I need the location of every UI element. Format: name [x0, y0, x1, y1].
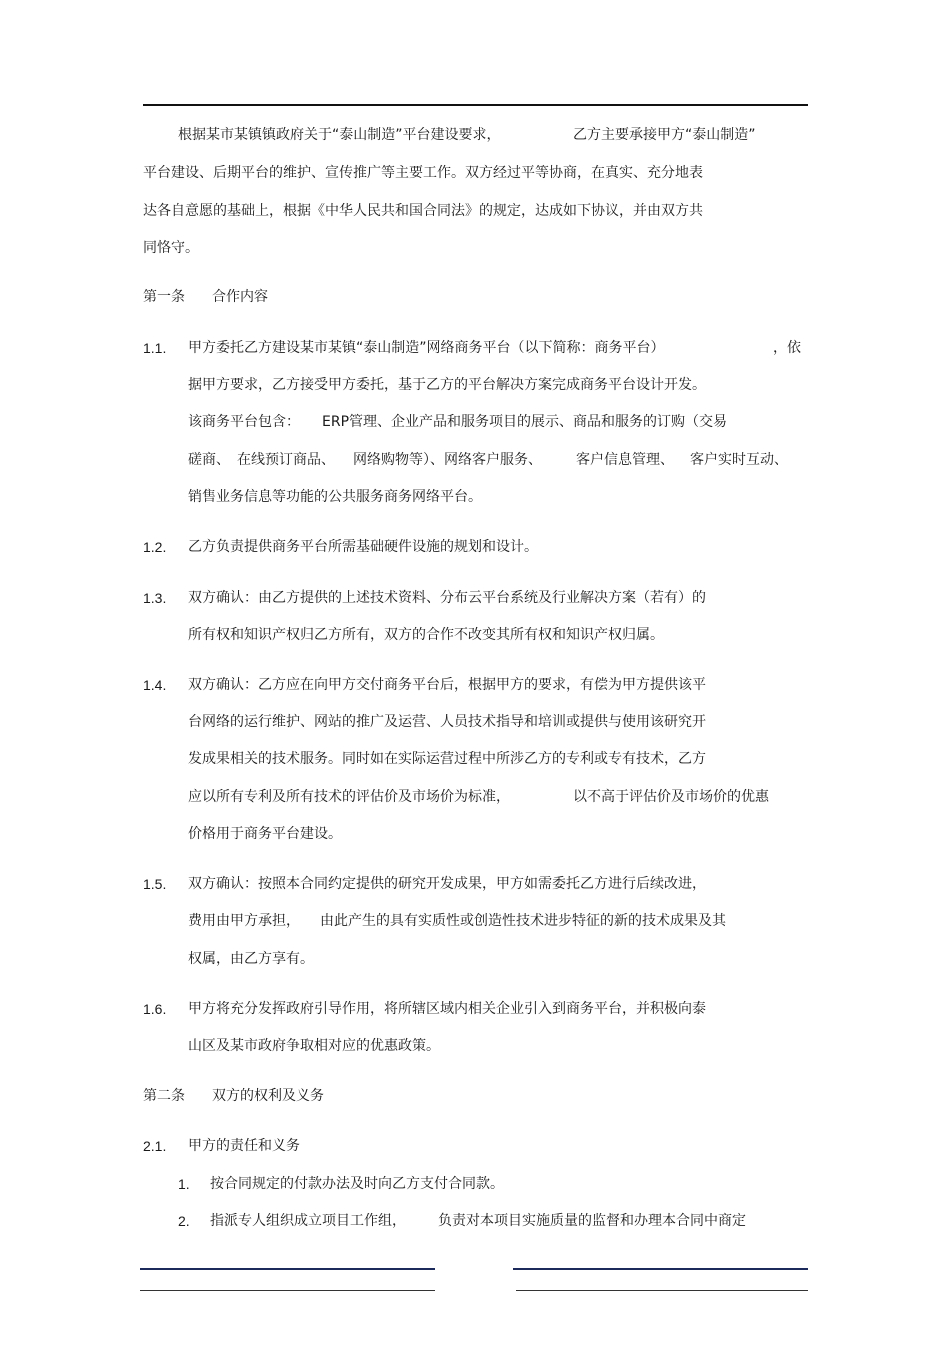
- clause-1-3-number: 1.3.: [143, 590, 167, 606]
- clause-1-6-number: 1.6.: [143, 1001, 167, 1017]
- clause-1-4-line-4a: 应以所有专利及所有技术的评估价及市场价为标准，: [188, 789, 510, 805]
- clause-1-1-line-1a: 甲方委托乙方建设某市某镇“泰山制造”网络商务平台（以下简称：商务平台）: [188, 340, 665, 356]
- clause-1-4-line-2: 台网络的运行维护、网站的推广及运营、人员技术指导和培训或提供与使用该研究开: [188, 714, 706, 730]
- clause-1-6-line-1: 甲方将充分发挥政府引导作用，将所辖区域内相关企业引入到商务平台，并积极向泰: [188, 1001, 706, 1017]
- clause-1-1-number: 1.1.: [143, 340, 167, 356]
- clause-1-1-line-4c: 网络购物等）、网络客户服务、: [353, 452, 542, 468]
- clause-1-1-line-5: 销售业务信息等功能的公共服务商务网络平台。: [188, 489, 482, 505]
- clause-1-1-line-3b: ERP管理、企业产品和服务项目的展示、商品和服务的订购（交易: [322, 414, 728, 430]
- clause-1-5-line-3: 权属，由乙方享有。: [188, 951, 314, 967]
- list-item-number: 1.: [178, 1176, 190, 1192]
- clause-1-4-line-1: 双方确认：乙方应在向甲方交付商务平台后，根据甲方的要求，有偿为甲方提供该平: [188, 677, 706, 693]
- clause-1-6-line-2: 山区及某市政府争取相对应的优惠政策。: [188, 1038, 440, 1054]
- footer-rule-left-thin: [140, 1290, 435, 1291]
- clause-1-5-line-1: 双方确认：按照本合同约定提供的研究开发成果，甲方如需委托乙方进行后续改进，: [188, 876, 706, 892]
- footer-rule-left-thick: [140, 1268, 435, 1270]
- clause-1-1-line-2: 据甲方要求，乙方接受甲方委托，基于乙方的平台解决方案完成商务平台设计开发。: [188, 377, 706, 393]
- clause-1-2-number: 1.2.: [143, 539, 167, 555]
- clause-1-1-line-1b: ，依: [773, 340, 801, 356]
- clause-1-1-line-3a: 该商务平台包含：: [188, 414, 300, 430]
- article-1-title: 合作内容: [212, 289, 268, 305]
- clause-1-5-line-2a: 费用由甲方承担，: [188, 913, 300, 929]
- clause-1-4-line-3: 发成果相关的技术服务。同时如在实际运营过程中所涉乙方的专利或专有技术，乙方: [188, 751, 706, 767]
- article-2-label: 第二条: [143, 1088, 185, 1104]
- clause-2-1-number: 2.1.: [143, 1138, 167, 1154]
- clause-1-4-line-4b: 以不高于评估价及市场价的优惠: [573, 789, 769, 805]
- intro-line-4: 同恪守。: [143, 240, 199, 256]
- footer-rule-right-thin: [516, 1290, 808, 1291]
- article-1-label: 第一条: [143, 289, 185, 305]
- list-item-text: 按合同规定的付款办法及时向乙方支付合同款。: [210, 1176, 504, 1192]
- intro-line-2: 平台建设、后期平台的维护、宣传推广等主要工作。双方经过平等协商，在真实、充分地表: [143, 165, 703, 181]
- clause-1-1-line-4e: 客户实时互动、: [690, 452, 788, 468]
- intro-line-1a: 根据某市某镇镇政府关于“泰山制造”平台建设要求，: [178, 127, 501, 143]
- clause-1-1-line-4b: 在线预订商品、: [237, 452, 335, 468]
- clause-2-1-title: 甲方的责任和义务: [188, 1138, 300, 1154]
- clause-1-1-line-4d: 客户信息管理、: [576, 452, 674, 468]
- footer-rule-right-thick: [513, 1268, 808, 1270]
- article-2-title: 双方的权利及义务: [212, 1088, 324, 1104]
- list-item-number: 2.: [178, 1213, 190, 1229]
- clause-1-4-line-5: 价格用于商务平台建设。: [188, 826, 342, 842]
- header-rule: [143, 104, 808, 106]
- intro-line-3: 达各自意愿的基础上，根据《中华人民共和国合同法》的规定，达成如下协议，并由双方共: [143, 203, 703, 219]
- list-item-text-b: 负责对本项目实施质量的监督和办理本合同中商定: [438, 1213, 746, 1229]
- intro-line-1b: 乙方主要承接甲方“泰山制造”: [573, 127, 756, 143]
- clause-1-2-line-1: 乙方负责提供商务平台所需基础硬件设施的规划和设计。: [188, 539, 538, 555]
- clause-1-5-number: 1.5.: [143, 876, 167, 892]
- clause-1-4-number: 1.4.: [143, 677, 167, 693]
- list-item-text-a: 指派专人组织成立项目工作组，: [210, 1213, 406, 1229]
- clause-1-5-line-2b: 由此产生的具有实质性或创造性技术进步特征的新的技术成果及其: [320, 913, 726, 929]
- clause-1-3-line-2: 所有权和知识产权归乙方所有，双方的合作不改变其所有权和知识产权归属。: [188, 627, 664, 643]
- clause-1-1-line-4a: 磋商、: [188, 452, 230, 468]
- clause-1-3-line-1: 双方确认：由乙方提供的上述技术资料、分布云平台系统及行业解决方案（若有）的: [188, 590, 706, 606]
